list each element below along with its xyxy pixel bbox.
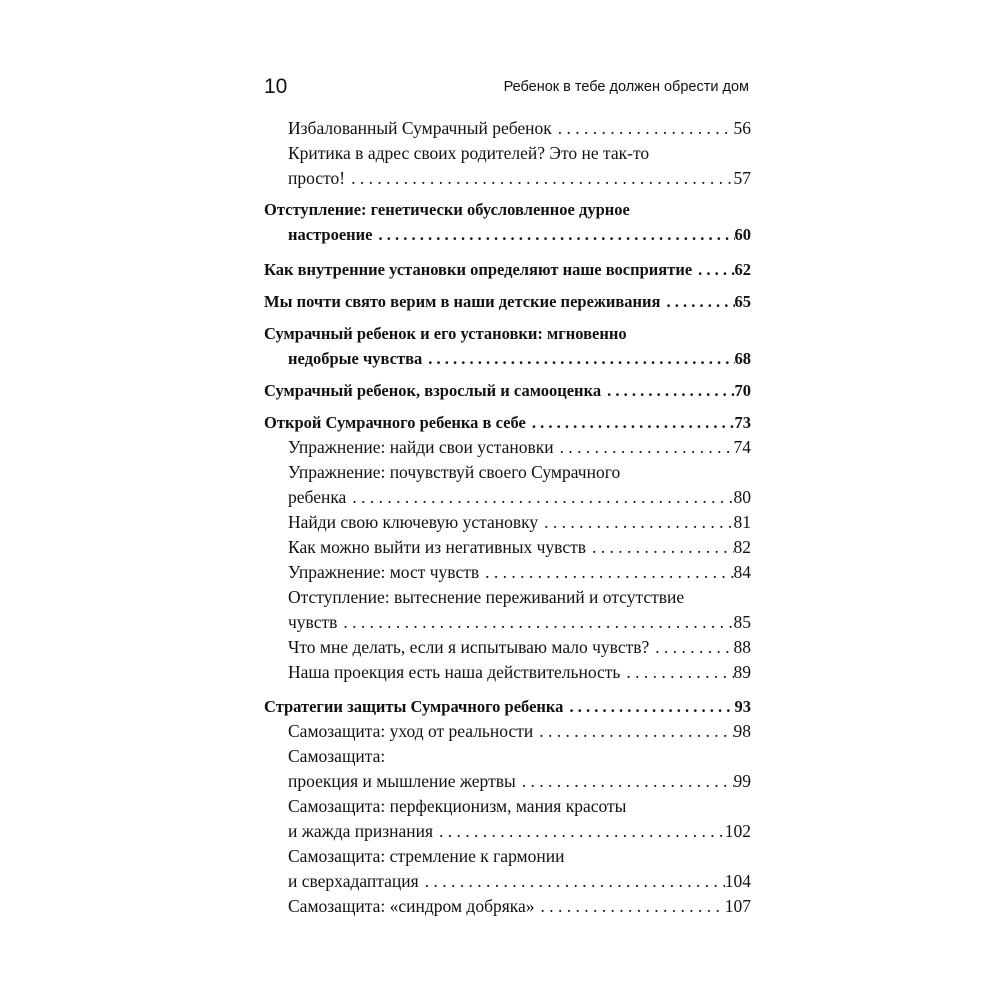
toc-page-number: 99 xyxy=(733,771,751,791)
toc-entry-title: Наша проекция есть наша действительность xyxy=(288,662,621,682)
toc-entry-title: проекция и мышление жертвы xyxy=(288,771,516,791)
toc-entry-title: ребенка xyxy=(288,487,347,507)
toc-entry-title: Сумрачный ребенок, взрослый и самооценка xyxy=(264,381,602,400)
toc-page-number: 57 xyxy=(733,168,751,188)
dot-leader xyxy=(586,535,733,560)
toc-entry-title: Самозащита: стремление к гармонии xyxy=(288,846,565,866)
toc-page-number: 74 xyxy=(733,437,751,457)
toc-entry-title: чувств xyxy=(288,612,338,632)
dot-leader xyxy=(649,635,733,660)
toc-page-number: 88 xyxy=(733,637,751,657)
page-number: 10 xyxy=(264,75,288,98)
dot-leader xyxy=(601,378,734,403)
toc-page-number: 73 xyxy=(734,413,751,432)
toc-page-number: 93 xyxy=(734,697,751,716)
dot-leader xyxy=(535,894,725,919)
toc-entry-title: просто! xyxy=(288,168,346,188)
toc-entry-title: Упражнение: почувствуй своего Сумрачного xyxy=(288,462,621,482)
dot-leader xyxy=(526,410,735,435)
dot-leader xyxy=(563,694,734,719)
toc-page-number: 70 xyxy=(734,381,751,400)
toc-page-number: 85 xyxy=(733,612,751,632)
dot-leader xyxy=(660,289,734,314)
running-title: Ребенок в тебе должен обрести дом xyxy=(503,79,749,95)
dot-leader xyxy=(346,485,733,510)
toc-page-number: 56 xyxy=(733,118,751,138)
toc-entry-title: Что мне делать, если я испытываю мало чувств? xyxy=(288,637,650,657)
dot-leader xyxy=(620,660,733,685)
toc-entry-title: Самозащита: уход от реальности xyxy=(288,721,534,741)
toc-entry-title: Упражнение: найди свои установки xyxy=(288,437,554,457)
toc-entry-title: Как можно выйти из негативных чувств xyxy=(288,537,587,557)
toc-page-number: 65 xyxy=(734,292,751,311)
toc-entry-title: настроение xyxy=(288,225,373,244)
dot-leader xyxy=(552,116,734,141)
toc-entry-title: и жажда признания xyxy=(288,821,434,841)
toc-entry-title: и сверхадаптация xyxy=(288,871,419,891)
toc-page-number: 60 xyxy=(734,225,751,244)
dot-leader xyxy=(516,769,734,794)
toc-page-number: 98 xyxy=(733,721,751,741)
toc-entry-title: Открой Сумрачного ребенка в себе xyxy=(264,413,526,432)
dot-leader xyxy=(372,222,734,247)
dot-leader xyxy=(337,610,733,635)
dot-leader xyxy=(419,869,725,894)
toc-page-number: 80 xyxy=(733,487,751,507)
toc-entry-title: Самозащита: перфекционизм, мания красоты xyxy=(288,796,627,816)
dot-leader xyxy=(692,257,734,282)
toc-entry-title: Критика в адрес своих родителей? Это не так-то xyxy=(288,143,650,163)
toc-entry-title: недобрые чувства xyxy=(288,349,423,368)
toc-page-number: 107 xyxy=(724,896,751,916)
toc-page-number: 68 xyxy=(734,349,751,368)
toc-page-number: 84 xyxy=(733,562,751,582)
toc-entry-title: Отступление: генетически обусловленное дурное xyxy=(264,200,630,219)
dot-leader xyxy=(433,819,725,844)
toc-page-number: 82 xyxy=(733,537,751,557)
toc-entry-title: Отступление: вытеснение переживаний и отсутствие xyxy=(288,587,685,607)
toc-page-number: 104 xyxy=(724,871,751,891)
toc-entry-title: Самозащита: xyxy=(288,746,386,766)
toc-entry-title: Стратегии защиты Сумрачного ребенка xyxy=(264,697,564,716)
dot-leader xyxy=(479,560,733,585)
toc-entry-title: Самозащита: «синдром добряка» xyxy=(288,896,535,916)
dot-leader xyxy=(422,346,734,371)
toc-entry-title: Сумрачный ребенок и его установки: мгновенно xyxy=(264,324,627,343)
toc-entry-title: Как внутренние установки определяют наше восприятие xyxy=(264,260,693,279)
toc-page-number: 62 xyxy=(734,260,751,279)
toc-page-number: 89 xyxy=(733,662,751,682)
dot-leader xyxy=(533,719,733,744)
toc-entry-title: Упражнение: мост чувств xyxy=(288,562,480,582)
toc-entry-title: Найди свою ключевую установку xyxy=(288,512,539,532)
toc-entry-title: Мы почти свято верим в наши детские переживания xyxy=(264,292,661,311)
toc-entry-title: Избалованный Сумрачный ребенок xyxy=(288,118,552,138)
dot-leader xyxy=(345,166,733,191)
toc-page-number: 102 xyxy=(724,821,751,841)
dot-leader xyxy=(554,435,734,460)
dot-leader xyxy=(538,510,733,535)
toc-page-number: 81 xyxy=(733,512,751,532)
